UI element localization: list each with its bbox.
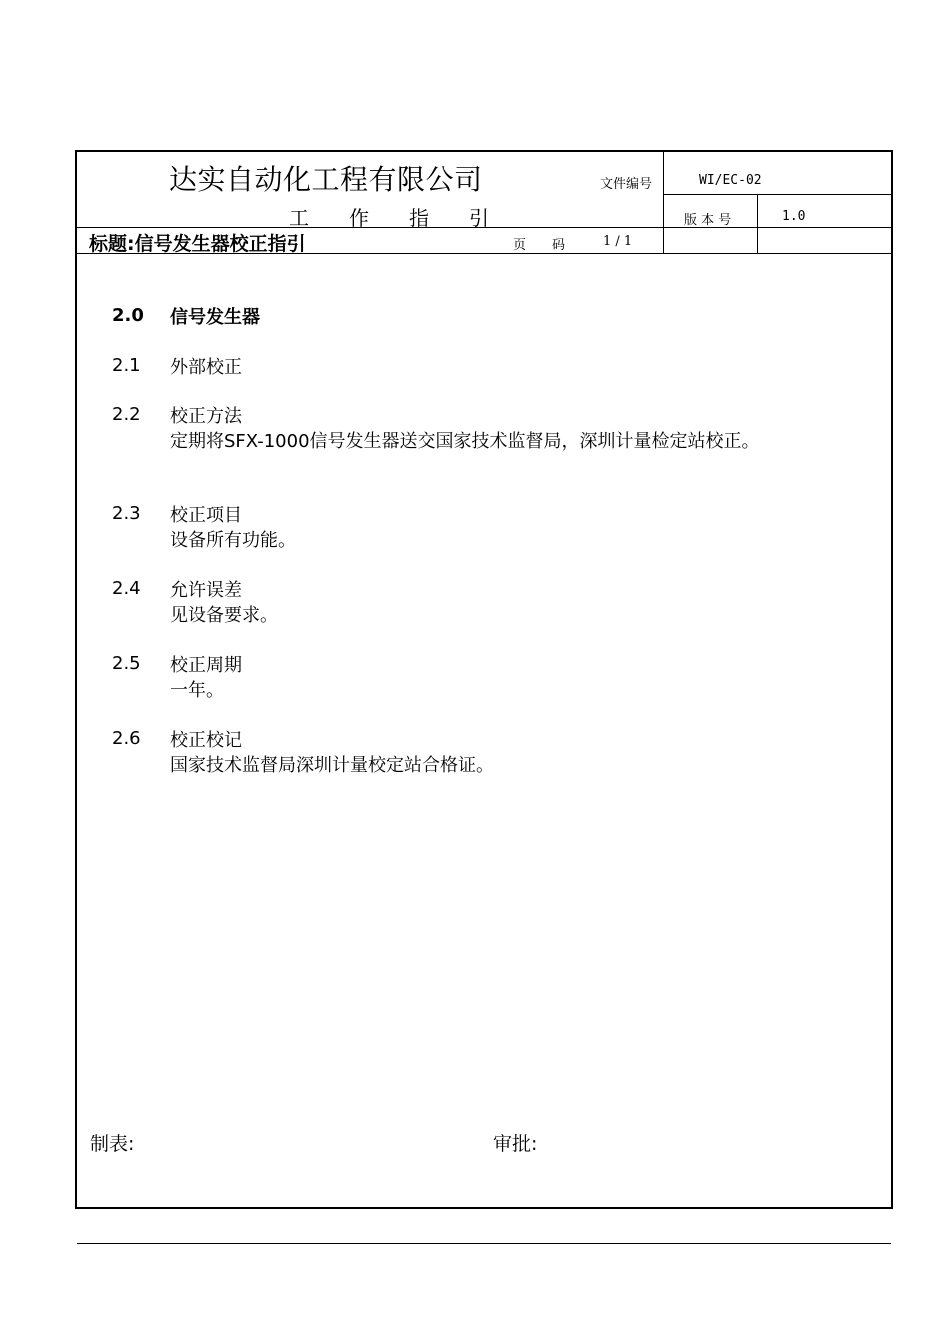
section-number: 2.1 [112, 355, 141, 376]
section-heading: 校正方法 [170, 406, 242, 427]
version-value: 1.0 [782, 209, 806, 224]
header-vdivider-1 [663, 152, 664, 253]
file-number-value: WI/EC-02 [699, 173, 762, 188]
section-number: 2.0 [112, 305, 144, 326]
section-heading: 校正项目 [170, 505, 242, 526]
section-text: 定期将SFX-1000信号发生器送交国家技术监督局，深圳计量检定站校正。 [170, 431, 760, 452]
section-heading: 允许误差 [170, 580, 242, 601]
section-text: 一年。 [170, 680, 224, 701]
section-text: 国家技术监督局深圳计量校定站合格证。 [170, 755, 494, 776]
page-title: 标题:信号发生器校正指引 [89, 233, 306, 255]
section-heading: 信号发生器 [170, 307, 260, 328]
section-number: 2.3 [112, 503, 141, 524]
version-label: 版 本 号 [684, 213, 732, 228]
page-value: 1 / 1 [603, 234, 633, 249]
document-frame [75, 150, 893, 1209]
section-number: 2.5 [112, 653, 141, 674]
page-label: 页 码 [513, 238, 566, 253]
company-name: 达实自动化工程有限公司 [169, 163, 483, 196]
header-vdivider-2 [757, 194, 758, 253]
header-divider-1 [663, 194, 891, 195]
section-number: 2.2 [112, 404, 141, 425]
section-heading: 外部校正 [170, 357, 242, 378]
section-heading: 校正周期 [170, 655, 242, 676]
document-type: 工 作 指 引 [289, 206, 489, 230]
section-text: 见设备要求。 [170, 605, 278, 626]
section-heading: 校正校记 [170, 730, 242, 751]
section-number: 2.6 [112, 728, 141, 749]
prepared-by-label: 制表: [90, 1133, 135, 1155]
approved-by-label: 审批: [493, 1133, 538, 1155]
file-number-label: 文件编号 [600, 177, 653, 192]
footer-rule [77, 1243, 891, 1244]
section-number: 2.4 [112, 578, 141, 599]
section-text: 设备所有功能。 [170, 530, 296, 551]
